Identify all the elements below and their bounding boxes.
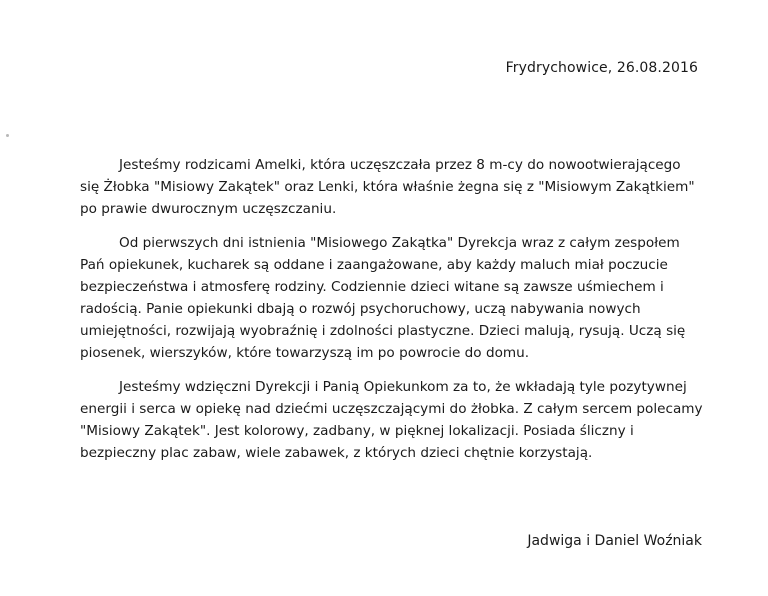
paragraph-3 xyxy=(80,376,720,464)
paragraph-line: po prawie dwurocznym uczęszczaniu. xyxy=(80,201,337,217)
paragraph-line: "Misiowy Zakątek". Jest kolorowy, zadbany, w pięknej lokalizacji. Posiada śliczny i xyxy=(80,423,634,439)
paragraph-line: energii i serca w opiekę nad dziećmi uczęszczającymi do żłobka. Z całym sercem polecamy xyxy=(80,401,703,417)
paragraph-line: Pań opiekunek, kucharek są oddane i zaangażowane, aby każdy maluch miał poczucie xyxy=(80,257,668,273)
paragraph-line: bezpieczeństwa i atmosferę rodziny. Codziennie dzieci witane są zawsze uśmiechem i xyxy=(80,279,664,295)
paragraph-line: się Żłobka "Misiowy Zakątek" oraz Lenki, która właśnie żegna się z "Misiowym Zakątkiem" xyxy=(80,179,695,195)
letter-body xyxy=(80,154,720,464)
letter-signature: Jadwiga i Daniel Woźniak xyxy=(527,533,702,549)
paragraph-line: umiejętności, rozwijają wyobraźnię i zdolności plastyczne. Dzieci malują, rysują. Uczą się xyxy=(80,323,686,339)
paragraph-line: piosenek, wierszyków, które towarzyszą im po powrocie do domu. xyxy=(80,345,530,361)
paragraph-gap xyxy=(80,220,720,232)
paragraph-line: Jesteśmy wdzięczni Dyrekcji i Panią Opiekunkom za to, że wkładają tyle pozytywnej xyxy=(119,379,687,395)
paragraph-2 xyxy=(80,232,720,364)
paragraph-line: bezpieczny plac zabaw, wiele zabawek, z których dzieci chętnie korzystają. xyxy=(80,445,593,461)
scan-speck xyxy=(6,134,9,137)
paragraph-line: radością. Panie opiekunki dbają o rozwój psychoruchowy, uczą nabywania nowych xyxy=(80,301,641,317)
paragraph-line: Od pierwszych dni istnienia "Misiowego Zakątka" Dyrekcja wraz z całym zespołem xyxy=(119,235,680,251)
paragraph-line: Jesteśmy rodzicami Amelki, która uczęszczała przez 8 m-cy do nowootwierającego xyxy=(119,157,681,173)
paragraph-1 xyxy=(80,154,720,220)
letter-date: Frydrychowice, 26.08.2016 xyxy=(505,60,698,76)
paragraph-gap xyxy=(80,364,720,376)
